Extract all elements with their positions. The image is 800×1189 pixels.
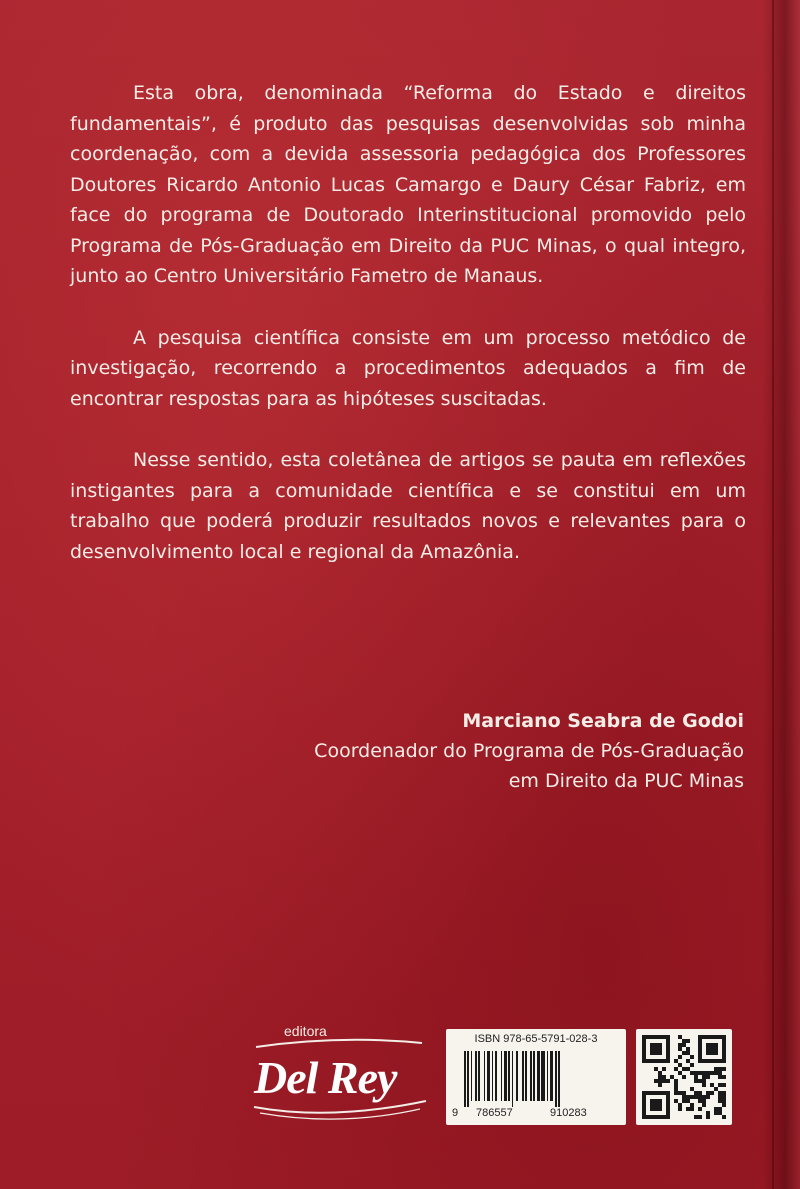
qr-module	[682, 1091, 686, 1095]
barcode-digits-left: 786557	[476, 1107, 513, 1119]
barcode-digits-right: 910283	[550, 1107, 587, 1119]
qr-finder-module	[654, 1103, 658, 1107]
qr-code	[636, 1029, 732, 1125]
qr-module	[670, 1075, 674, 1079]
barcode-bar	[492, 1051, 493, 1101]
qr-module	[658, 1083, 662, 1087]
qr-module	[686, 1039, 690, 1043]
qr-finder-module	[662, 1059, 666, 1063]
author-role-line-2: em Direito da PUC Minas	[508, 770, 744, 792]
barcode-bar	[547, 1051, 548, 1101]
qr-finder-module	[642, 1055, 646, 1059]
qr-finder-module	[658, 1043, 662, 1047]
qr-finder-module	[666, 1103, 670, 1107]
qr-finder-module	[654, 1059, 658, 1063]
qr-finder-module	[646, 1035, 650, 1039]
qr-module	[718, 1107, 722, 1111]
qr-finder-module	[714, 1035, 718, 1039]
qr-module	[690, 1107, 694, 1111]
qr-finder-module	[666, 1059, 670, 1063]
barcode-bars	[464, 1051, 612, 1107]
qr-module	[698, 1071, 702, 1075]
qr-module	[658, 1075, 662, 1079]
qr-finder-module	[654, 1091, 658, 1095]
qr-module	[654, 1067, 658, 1071]
qr-finder-module	[658, 1099, 662, 1103]
qr-module	[702, 1095, 706, 1099]
qr-finder-module	[642, 1099, 646, 1103]
qr-module	[714, 1067, 718, 1071]
qr-module	[706, 1075, 710, 1079]
qr-finder-module	[650, 1091, 654, 1095]
qr-module	[694, 1075, 698, 1079]
qr-module	[686, 1059, 690, 1063]
qr-finder-module	[642, 1115, 646, 1119]
author-name: Marciano Seabra de Godoi	[462, 710, 744, 732]
qr-finder-module	[706, 1047, 710, 1051]
barcode-digit-first: 9	[452, 1107, 459, 1119]
qr-module	[690, 1071, 694, 1075]
barcode-bar	[467, 1051, 469, 1107]
qr-module	[674, 1099, 678, 1103]
qr-finder-module	[646, 1059, 650, 1063]
qr-finder-module	[658, 1091, 662, 1095]
qr-module	[678, 1047, 682, 1051]
qr-finder-module	[650, 1099, 654, 1103]
qr-module	[686, 1047, 690, 1051]
qr-finder-module	[666, 1051, 670, 1055]
qr-finder-module	[722, 1055, 726, 1059]
qr-module	[678, 1071, 682, 1075]
qr-finder-module	[642, 1051, 646, 1055]
qr-finder-module	[646, 1091, 650, 1095]
qr-module	[654, 1079, 658, 1083]
spine-crease	[772, 0, 774, 1189]
qr-finder-module	[710, 1059, 714, 1063]
qr-finder-module	[702, 1059, 706, 1063]
qr-module	[686, 1051, 690, 1055]
qr-finder-module	[706, 1051, 710, 1055]
qr-module	[714, 1111, 718, 1115]
qr-module	[662, 1067, 666, 1071]
qr-finder-module	[662, 1091, 666, 1095]
qr-finder-module	[642, 1059, 646, 1063]
qr-finder-module	[722, 1035, 726, 1039]
qr-finder-module	[718, 1035, 722, 1039]
qr-module	[722, 1103, 726, 1107]
qr-module	[702, 1083, 706, 1087]
qr-module	[710, 1083, 714, 1087]
qr-finder-module	[650, 1107, 654, 1111]
qr-module	[678, 1043, 682, 1047]
qr-finder-module	[666, 1055, 670, 1059]
isbn-text: ISBN 978-65-5791-028-3	[474, 1033, 598, 1045]
qr-module	[702, 1099, 706, 1103]
qr-module	[722, 1083, 726, 1087]
qr-module	[686, 1067, 690, 1071]
paragraph-3: Nesse sentido, esta coletânea de artigos se pauta em reflexões instigantes para a comunidade científica e se constitui em um trabalho que poderá produzir resultados novos e relevantes para o desenvolvimento local e regional da Amazônia.	[70, 449, 746, 563]
qr-finder-module	[658, 1103, 662, 1107]
barcode-bar	[533, 1051, 535, 1101]
qr-finder-module	[642, 1047, 646, 1051]
qr-finder-module	[642, 1043, 646, 1047]
qr-module	[678, 1103, 682, 1107]
qr-module	[686, 1107, 690, 1111]
qr-finder-module	[654, 1107, 658, 1111]
qr-module	[678, 1035, 682, 1039]
qr-finder-module	[650, 1047, 654, 1051]
qr-module	[722, 1099, 726, 1103]
qr-module	[694, 1115, 698, 1119]
qr-module	[722, 1091, 726, 1095]
qr-finder-module	[698, 1055, 702, 1059]
qr-finder-module	[642, 1103, 646, 1107]
author-role-line-1: Coordenador do Programa de Pós-Graduação	[314, 740, 744, 762]
barcode-bar	[516, 1051, 518, 1101]
qr-finder-module	[642, 1039, 646, 1043]
barcode-bar	[487, 1051, 490, 1101]
qr-finder-module	[642, 1095, 646, 1099]
qr-module	[706, 1115, 710, 1119]
qr-module	[706, 1111, 710, 1115]
qr-finder-module	[666, 1099, 670, 1103]
qr-finder-module	[658, 1051, 662, 1055]
qr-finder-module	[698, 1059, 702, 1063]
qr-module	[674, 1083, 678, 1087]
qr-finder-module	[666, 1111, 670, 1115]
qr-finder-module	[666, 1095, 670, 1099]
qr-module	[718, 1075, 722, 1079]
qr-module	[682, 1067, 686, 1071]
qr-module	[690, 1095, 694, 1099]
publisher-name: Del Rey	[254, 1052, 397, 1103]
qr-module	[678, 1055, 682, 1059]
qr-finder-module	[662, 1115, 666, 1119]
qr-finder-module	[666, 1047, 670, 1051]
barcode-bar	[530, 1051, 532, 1101]
qr-finder-module	[650, 1059, 654, 1063]
qr-module	[662, 1079, 666, 1083]
qr-module	[658, 1079, 662, 1083]
qr-finder-module	[646, 1115, 650, 1119]
qr-module	[714, 1107, 718, 1111]
qr-module	[706, 1071, 710, 1075]
qr-module	[698, 1095, 702, 1099]
qr-module	[674, 1079, 678, 1083]
qr-finder-module	[710, 1051, 714, 1055]
paragraph-2: A pesquisa científica consiste em um processo metódico de investigação, recorrendo a procedimentos adequados a fim de encontrar respostas para as hipóteses suscitadas.	[70, 326, 746, 410]
qr-finder-module	[666, 1035, 670, 1039]
qr-finder-module	[654, 1047, 658, 1051]
barcode-bar	[512, 1051, 513, 1107]
qr-module	[718, 1067, 722, 1071]
barcode-bar	[537, 1051, 540, 1101]
barcode-bar	[555, 1051, 557, 1107]
qr-module	[698, 1099, 702, 1103]
qr-finder-module	[714, 1043, 718, 1047]
qr-finder-module	[698, 1035, 702, 1039]
qr-finder-module	[650, 1035, 654, 1039]
qr-finder-module	[654, 1099, 658, 1103]
qr-finder-module	[706, 1043, 710, 1047]
qr-module	[678, 1063, 682, 1067]
qr-finder-module	[718, 1059, 722, 1063]
qr-finder-module	[658, 1115, 662, 1119]
qr-module	[718, 1091, 722, 1095]
qr-module	[698, 1079, 702, 1083]
paragraph-1: Esta obra, denominada “Reforma do Estado e direitos fundamentais”, é produto das pesquisas desenvolvidas sob minha coordenação, com a devida assessoria pedagógica dos Professores Doutores Ricardo Antonio Lucas Camargo e Daury César Fabriz, em face do programa de Doutorado Interinstitucional promovido pelo Programa de Pós-Graduação em Direito da PUC Minas, o qual integro, junto ao Centro Universitário Fametro de Manaus.	[70, 82, 746, 287]
qr-module	[690, 1055, 694, 1059]
qr-module	[694, 1079, 698, 1083]
qr-finder-module	[710, 1047, 714, 1051]
qr-finder-module	[662, 1035, 666, 1039]
qr-module	[674, 1087, 678, 1091]
qr-module	[698, 1115, 702, 1119]
barcode-bar	[464, 1051, 466, 1107]
barcode-bar	[478, 1051, 480, 1101]
barcode-bar	[484, 1051, 485, 1101]
qr-module	[706, 1091, 710, 1095]
qr-module	[718, 1083, 722, 1087]
qr-code-icon	[642, 1035, 726, 1119]
qr-module	[710, 1071, 714, 1075]
barcode-bar	[471, 1051, 472, 1101]
qr-module	[690, 1063, 694, 1067]
qr-module	[702, 1075, 706, 1079]
qr-module	[702, 1071, 706, 1075]
qr-finder-module	[658, 1059, 662, 1063]
qr-module	[702, 1103, 706, 1107]
barcode-bar	[508, 1051, 510, 1101]
qr-module	[718, 1111, 722, 1115]
qr-finder-module	[650, 1115, 654, 1119]
qr-module	[666, 1079, 670, 1083]
signature-block	[300, 706, 744, 796]
qr-finder-module	[654, 1115, 658, 1119]
qr-module	[694, 1095, 698, 1099]
publisher-label: editora	[284, 1023, 327, 1039]
barcode-bar	[504, 1051, 507, 1101]
qr-module	[678, 1107, 682, 1111]
qr-finder-module	[642, 1107, 646, 1111]
qr-module	[674, 1067, 678, 1071]
qr-module	[682, 1095, 686, 1099]
barcode-bar	[522, 1051, 524, 1101]
qr-module	[698, 1091, 702, 1095]
qr-finder-module	[650, 1051, 654, 1055]
qr-module	[686, 1095, 690, 1099]
qr-finder-module	[714, 1047, 718, 1051]
qr-module	[662, 1075, 666, 1079]
qr-finder-module	[666, 1043, 670, 1047]
qr-finder-module	[722, 1051, 726, 1055]
qr-finder-module	[658, 1107, 662, 1111]
barcode-bar	[475, 1051, 477, 1101]
qr-finder-module	[654, 1051, 658, 1055]
qr-finder-module	[698, 1039, 702, 1043]
barcode-bar	[495, 1051, 497, 1101]
barcode-bar	[541, 1051, 545, 1101]
barcode-bar	[550, 1051, 553, 1101]
qr-finder-module	[642, 1091, 646, 1095]
isbn-barcode	[446, 1029, 626, 1125]
qr-module	[698, 1107, 702, 1111]
qr-finder-module	[650, 1043, 654, 1047]
qr-module	[710, 1091, 714, 1095]
qr-module	[714, 1087, 718, 1091]
qr-module	[694, 1091, 698, 1095]
qr-finder-module	[698, 1043, 702, 1047]
qr-finder-module	[666, 1115, 670, 1119]
qr-finder-module	[666, 1091, 670, 1095]
qr-module	[722, 1067, 726, 1071]
qr-module	[682, 1039, 686, 1043]
qr-module	[674, 1059, 678, 1063]
qr-finder-module	[710, 1035, 714, 1039]
qr-finder-module	[666, 1107, 670, 1111]
qr-module	[682, 1051, 686, 1055]
qr-finder-module	[722, 1043, 726, 1047]
qr-finder-module	[650, 1103, 654, 1107]
qr-module	[682, 1043, 686, 1047]
qr-finder-module	[654, 1035, 658, 1039]
qr-finder-module	[702, 1035, 706, 1039]
qr-finder-module	[714, 1051, 718, 1055]
qr-finder-module	[706, 1059, 710, 1063]
qr-finder-module	[658, 1035, 662, 1039]
qr-module	[678, 1091, 682, 1095]
publisher-logo	[250, 1023, 430, 1123]
qr-module	[722, 1115, 726, 1119]
barcode-bar	[525, 1051, 527, 1101]
qr-finder-module	[658, 1047, 662, 1051]
qr-module	[722, 1095, 726, 1099]
qr-finder-module	[710, 1043, 714, 1047]
qr-finder-module	[654, 1043, 658, 1047]
qr-finder-module	[722, 1039, 726, 1043]
qr-module	[674, 1091, 678, 1095]
qr-module	[718, 1099, 722, 1103]
qr-finder-module	[642, 1111, 646, 1115]
qr-module	[694, 1071, 698, 1075]
qr-module	[722, 1075, 726, 1079]
qr-finder-module	[698, 1051, 702, 1055]
qr-finder-module	[722, 1047, 726, 1051]
qr-module	[682, 1075, 686, 1079]
qr-finder-module	[642, 1035, 646, 1039]
qr-module	[690, 1087, 694, 1091]
qr-module	[686, 1099, 690, 1103]
qr-finder-module	[666, 1039, 670, 1043]
spine-edge	[762, 0, 800, 1189]
qr-module	[714, 1071, 718, 1075]
barcode-bar	[558, 1051, 560, 1107]
qr-module	[718, 1071, 722, 1075]
qr-finder-module	[698, 1047, 702, 1051]
qr-module	[702, 1079, 706, 1083]
blurb-text	[70, 78, 746, 598]
qr-module	[690, 1103, 694, 1107]
qr-module	[718, 1095, 722, 1099]
barcode-bar	[501, 1051, 502, 1101]
qr-module	[706, 1095, 710, 1099]
qr-finder-module	[714, 1059, 718, 1063]
qr-module	[682, 1099, 686, 1103]
qr-module	[658, 1071, 662, 1075]
qr-finder-module	[706, 1035, 710, 1039]
qr-finder-module	[722, 1059, 726, 1063]
